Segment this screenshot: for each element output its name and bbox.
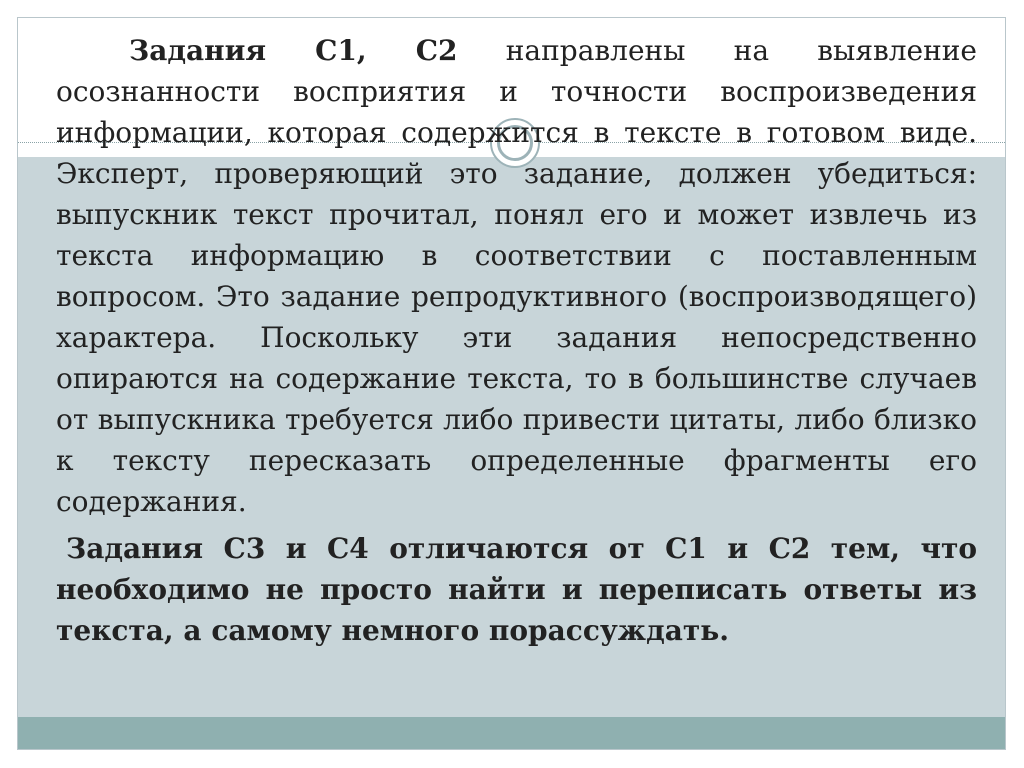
paragraph-lead: Задания С1, С2 [129,34,458,67]
slide-text [56,30,977,651]
paragraph-c3-c4: Задания С3 и С4 отличаются от С1 и С2 тем, что необходимо не просто найти и переписать ответы из текста, а самому немного порассуждать. [56,532,977,647]
paragraph-body: направлены на выявление осознанности восприятия и точности воспроизведения информации, которая содержится в тексте в готовом виде. Эксперт, проверяющий это задание, должен убедиться: выпускник текст прочитал, понял его и может извлечь из текста информацию в соответствии с поставленным вопросом. Это задание репродуктивного (воспроизводящего) характера. Поскольку эти задания непосредственно опираются на содержание текста, то в большинстве случаев от выпускника требуется либо привести цитаты, либо близко к тексту пересказать определенные фрагменты его содержания. [56,34,977,518]
paragraph-c1-c2 [56,30,977,522]
footer-band [18,717,1005,750]
